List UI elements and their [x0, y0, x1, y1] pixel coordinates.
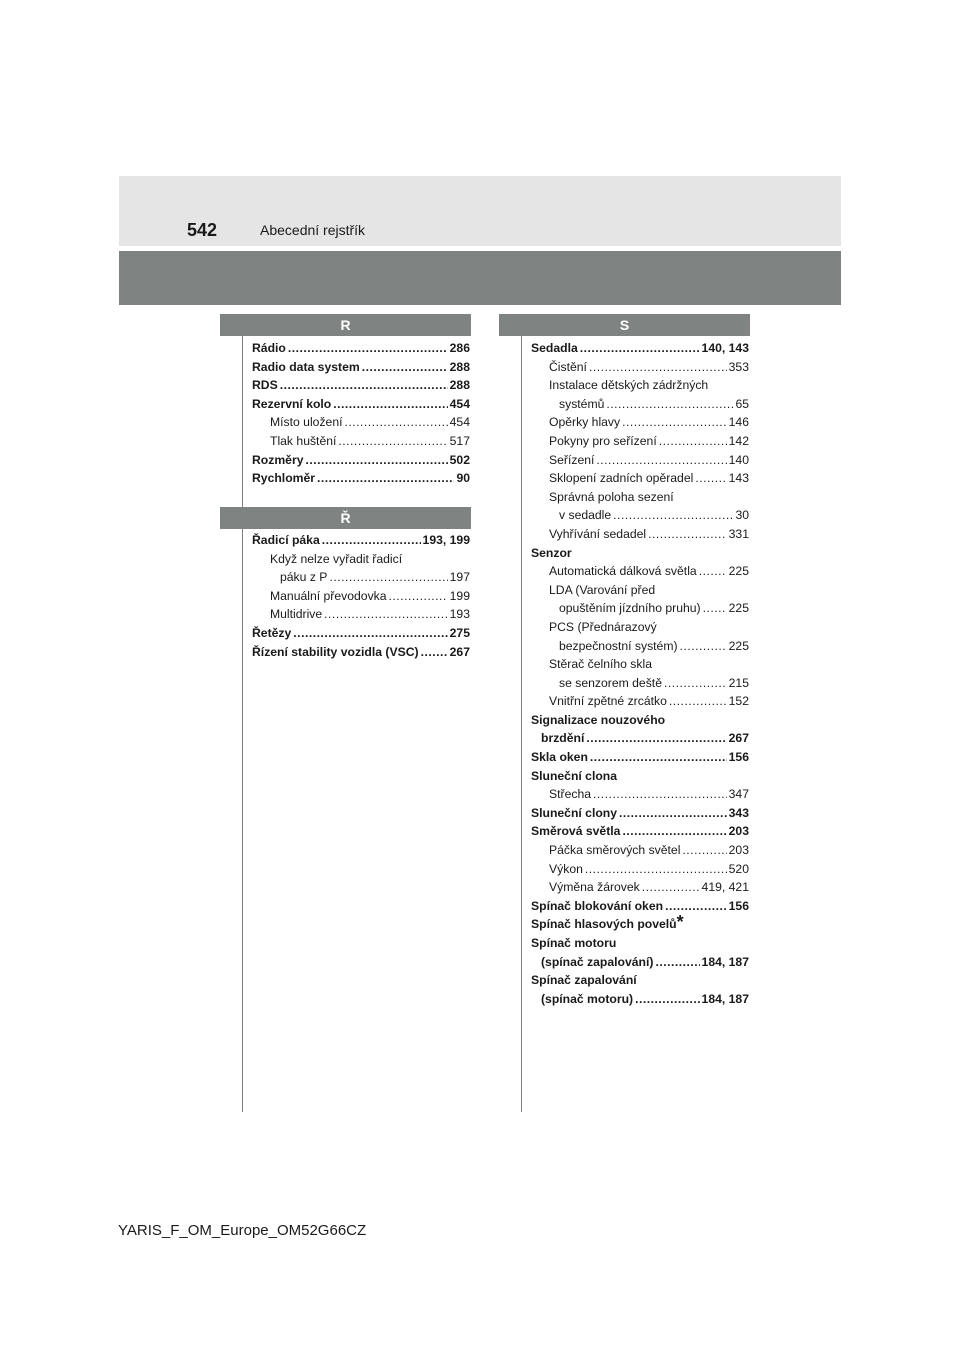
index-entry [531, 506, 749, 525]
index-entry-pages: 30 [735, 508, 749, 523]
index-entry [531, 376, 749, 395]
index-entry-text: Opěrky hlavy [549, 415, 621, 430]
leader-dots [695, 469, 726, 488]
index-entry-pages: 142 [728, 433, 749, 448]
index-entry-text: Manuální převodovka [270, 588, 387, 603]
leader-dots [362, 358, 448, 377]
footnote-star: * [676, 915, 684, 933]
index-entry-pages: 184, 187 [701, 954, 749, 969]
leader-dots [344, 413, 447, 432]
index-entry-pages: 199 [449, 588, 470, 603]
index-entry-text: Sluneční clona [531, 768, 618, 783]
leader-dots [699, 562, 727, 581]
index-entry-pages: 225 [728, 564, 749, 579]
index-entry [252, 339, 470, 358]
leader-dots [703, 599, 727, 618]
index-entry-text: opuštěním jízdního pruhu) [559, 601, 701, 616]
leader-dots [642, 878, 700, 897]
index-entry-pages: 343 [728, 805, 749, 820]
left-column-rule [242, 336, 243, 1112]
index-entry-pages: 140 [728, 452, 749, 467]
leader-dots [293, 624, 447, 643]
index-entry [531, 971, 749, 990]
index-entry [531, 618, 749, 637]
leader-dots [655, 953, 699, 972]
index-entry-pages: 203 [728, 824, 749, 839]
index-entry-text: Stěrač čelního skla [549, 657, 652, 672]
index-entry-text: Spínač zapalování [531, 973, 637, 988]
leader-dots [322, 531, 421, 550]
index-entry-text: Páčka směrových světel [549, 843, 681, 858]
index-entry-text: Směrová světla [531, 824, 621, 839]
leader-dots [635, 990, 699, 1009]
leader-dots [665, 897, 727, 916]
index-entry [531, 674, 749, 693]
index-list-s [531, 339, 749, 1008]
index-entry-text: Tlak huštění [270, 433, 337, 448]
index-entry-pages: 193, 199 [422, 533, 470, 547]
leader-dots [585, 860, 727, 879]
index-entry [531, 748, 749, 767]
header-band [119, 251, 841, 305]
right-column-rule [521, 336, 522, 1112]
index-entry-pages: 225 [728, 638, 749, 653]
index-entry [531, 990, 749, 1009]
leader-dots [589, 358, 727, 377]
index-entry-text: Rozměry [252, 452, 304, 467]
leader-dots [622, 822, 726, 841]
leader-dots [333, 395, 447, 414]
index-entry [252, 643, 470, 662]
index-entry [531, 599, 749, 618]
leader-dots [580, 339, 700, 358]
index-entry-text: Spínač hlasových povelů [531, 917, 677, 932]
leader-dots [680, 637, 727, 656]
index-entry-pages: 331 [728, 526, 749, 541]
index-entry-text: LDA (Varování před [549, 582, 656, 597]
index-entry [531, 451, 749, 470]
index-entry-pages: 184, 187 [701, 991, 749, 1006]
index-entry-text: Seřízení [549, 452, 595, 467]
index-entry-text: Spínač motoru [531, 936, 617, 950]
page-title: Abecední rejstřík [260, 222, 366, 238]
index-entry-text: Spínač blokování oken [531, 898, 664, 913]
index-entry-text: Místo uložení [270, 415, 343, 430]
index-entry-text: brzdění [541, 731, 585, 746]
index-entry [252, 605, 470, 624]
leader-dots [619, 804, 727, 823]
index-entry-pages: 215 [728, 675, 749, 690]
index-entry-pages: 140, 143 [701, 341, 749, 355]
leader-dots [421, 643, 448, 662]
index-entry-pages: 517 [449, 433, 470, 448]
index-entry-pages: 419, 421 [701, 880, 749, 895]
index-entry-text: Čistění [549, 359, 587, 374]
index-entry [531, 804, 749, 823]
index-entry-pages: 225 [728, 601, 749, 616]
index-entry-pages: 90 [456, 471, 470, 486]
index-entry-text: (spínač zapalování) [541, 954, 654, 969]
index-entry [252, 587, 470, 606]
section-letter-rz: Ř [220, 507, 471, 529]
index-entry-pages: 454 [449, 415, 470, 430]
index-entry [531, 729, 749, 748]
index-entry [531, 525, 749, 544]
index-entry [531, 934, 749, 953]
leader-dots [324, 605, 448, 624]
index-entry-text: Výkon [549, 861, 583, 876]
index-list-r [252, 339, 470, 488]
index-entry [531, 711, 749, 730]
index-entry-text: bezpečnostní systém) [559, 638, 678, 653]
index-entry [531, 841, 749, 860]
index-entry-text: Výměna žárovek [549, 880, 640, 895]
leader-dots [338, 432, 447, 451]
index-entry [252, 624, 470, 643]
index-entry-text: Pokyny pro seřízení [549, 433, 657, 448]
index-entry-pages: 275 [449, 625, 470, 640]
index-entry-text: PCS (Přednárazový [549, 619, 657, 634]
index-entry-pages: 143 [728, 471, 749, 486]
leader-dots [669, 692, 727, 711]
index-entry-text: se senzorem deště [559, 675, 662, 690]
index-entry [531, 785, 749, 804]
leader-dots [593, 785, 727, 804]
index-entry-text: Sluneční clony [531, 805, 618, 820]
leader-dots [613, 506, 733, 525]
index-entry-pages: 353 [728, 359, 749, 374]
leader-dots [305, 451, 447, 470]
index-entry-text: Řetězy [252, 625, 292, 640]
index-entry-pages: 502 [449, 452, 470, 467]
section-letter-r: R [220, 314, 471, 336]
index-entry-pages: 520 [728, 861, 749, 876]
index-entry-text: Instalace dětských zádržných [549, 378, 709, 393]
index-entry [531, 878, 749, 897]
index-entry-text: (spínač motoru) [541, 991, 634, 1006]
index-entry [252, 531, 470, 550]
index-entry-pages: 152 [728, 694, 749, 709]
index-entry [531, 897, 749, 916]
index-entry-pages: 146 [728, 415, 749, 430]
leader-dots [288, 339, 448, 358]
index-entry [252, 451, 470, 470]
index-entry-pages: 347 [728, 787, 749, 802]
index-entry-pages: 267 [449, 644, 470, 659]
index-entry [531, 915, 749, 934]
leader-dots [664, 674, 727, 693]
index-entry [252, 568, 470, 587]
leader-dots [596, 451, 726, 470]
index-entry-pages: 156 [728, 898, 749, 913]
index-entry-text: RDS [252, 378, 278, 393]
page-header [119, 176, 841, 246]
index-entry-text: Rádio [252, 341, 286, 355]
index-entry-text: Vyhřívání sedadel [549, 526, 647, 541]
index-entry-text: Multidrive [270, 607, 323, 622]
index-entry-text: Senzor [531, 545, 572, 560]
index-entry-text: Radio data system [252, 359, 360, 374]
section-letter-s: S [499, 314, 750, 336]
index-entry-text: systémů [559, 396, 605, 411]
index-list-rz [252, 531, 470, 661]
leader-dots [389, 587, 448, 606]
index-entry-text: Sedadla [531, 341, 578, 355]
index-entry-pages: 197 [449, 570, 470, 585]
document-footer: YARIS_F_OM_Europe_OM52G66CZ [118, 1222, 367, 1239]
leader-dots [682, 841, 726, 860]
index-entry-text: Signalizace nouzového [531, 712, 666, 727]
leader-dots [648, 525, 727, 544]
index-entry [531, 413, 749, 432]
index-entry [531, 432, 749, 451]
index-entry-text: v sedadle [559, 508, 612, 523]
index-entry-pages: 65 [735, 396, 749, 411]
index-entry-pages: 288 [449, 378, 470, 393]
index-entry-pages: 156 [728, 750, 749, 765]
index-entry-text: Řadicí páka [252, 533, 320, 547]
index-entry-pages: 203 [728, 843, 749, 858]
index-entry-text: Skla oken [531, 750, 588, 765]
leader-dots [659, 432, 727, 451]
index-entry-pages: 288 [449, 359, 470, 374]
index-entry [252, 469, 470, 488]
leader-dots [606, 395, 733, 414]
index-entry-text: Sklopení zadních opěradel [549, 471, 694, 486]
index-entry-pages: 267 [728, 731, 749, 746]
index-entry [252, 395, 470, 414]
index-entry-text: Řízení stability vozidla (VSC) [252, 644, 419, 659]
index-entry [531, 395, 749, 414]
index-entry [531, 358, 749, 377]
index-entry-text: Když nelze vyřadit řadicí [270, 551, 403, 566]
index-entry-text: Automatická dálková světla [549, 564, 697, 579]
index-entry [252, 358, 470, 377]
index-entry [531, 562, 749, 581]
index-entry [531, 655, 749, 674]
index-entry-pages: 286 [449, 341, 470, 355]
leader-dots [622, 413, 727, 432]
leader-dots [329, 568, 447, 587]
index-entry [531, 339, 749, 358]
index-entry [531, 544, 749, 563]
index-entry-text: Rezervní kolo [252, 396, 332, 411]
index-entry-pages: 193 [449, 607, 470, 622]
page-number: 542 [187, 220, 218, 240]
index-entry-text: Správná poloha sezení [549, 489, 674, 504]
index-entry-text: Střecha [549, 787, 592, 802]
index-entry [252, 376, 470, 395]
leader-dots [586, 729, 726, 748]
leader-dots [317, 469, 454, 488]
index-entry-text: páku z P [280, 570, 328, 585]
index-entry-text: Rychloměr [252, 471, 315, 486]
index-entry [531, 637, 749, 656]
index-entry [531, 822, 749, 841]
index-entry [531, 767, 749, 786]
index-entry [531, 953, 749, 972]
index-entry-text: Vnitřní zpětné zrcátko [549, 694, 667, 709]
index-entry [531, 581, 749, 600]
index-entry [531, 860, 749, 879]
index-entry-pages: 454 [449, 396, 470, 411]
index-entry [531, 488, 749, 507]
leader-dots [590, 748, 727, 767]
index-entry [531, 692, 749, 711]
index-entry [252, 413, 470, 432]
index-entry [531, 469, 749, 488]
index-entry [252, 550, 470, 569]
leader-dots [280, 376, 448, 395]
index-entry [252, 432, 470, 451]
